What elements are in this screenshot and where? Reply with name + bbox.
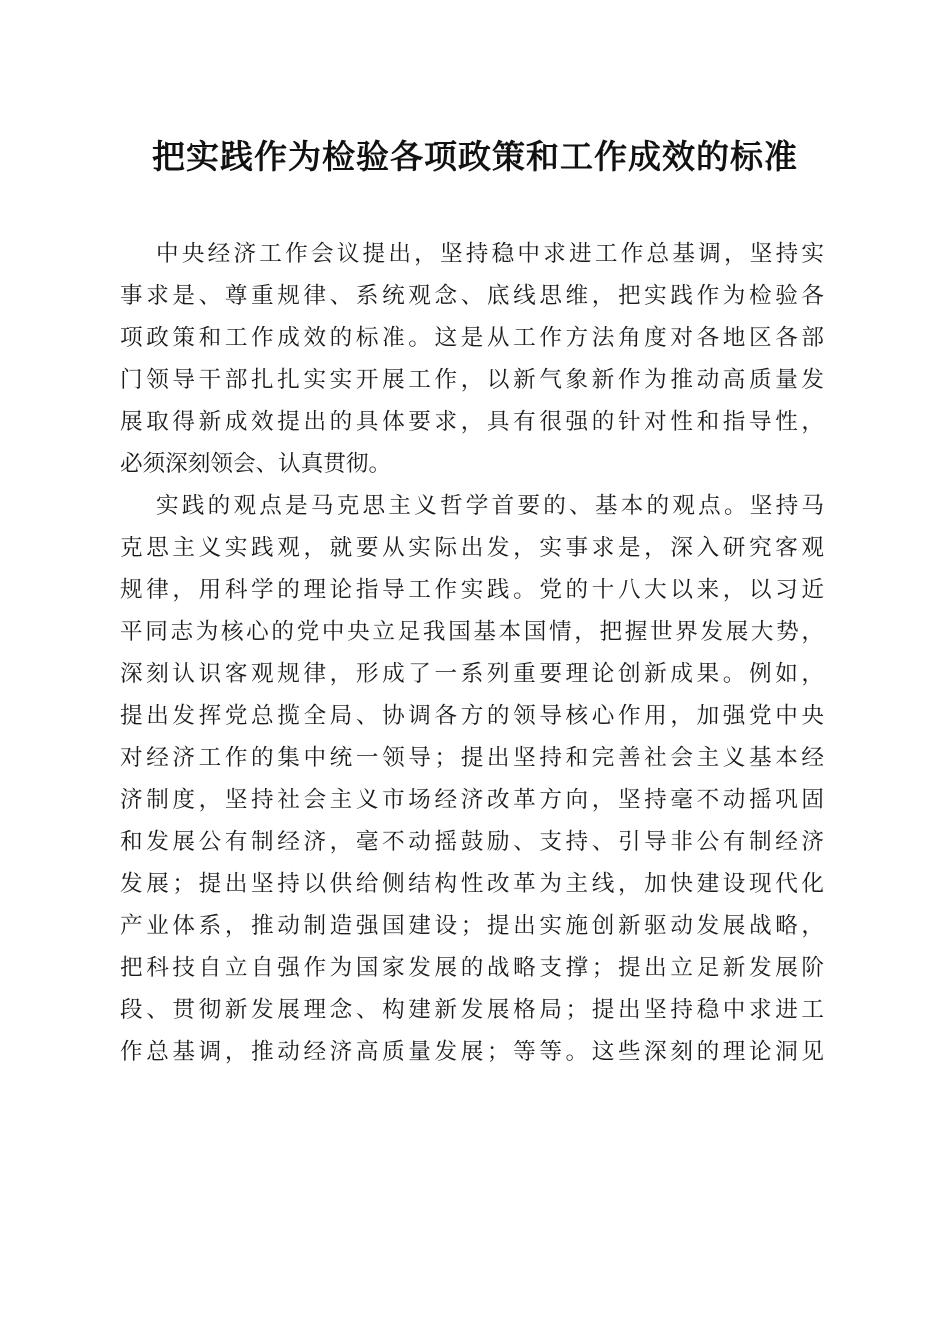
paragraph-1-line-1: 中央经济工作会议提出，坚持稳中求进工作总基调，坚持实 [156,241,824,267]
document-body [120,233,824,1073]
paragraph-1-line-4: 门领导干部扎扎实实开展工作，以新气象新作为推动高质量发 [120,367,824,393]
paragraph-2-line-7: 对经济工作的集中统一领导；提出坚持和完善社会主义基本经 [120,745,824,771]
paragraph-1-line-6: 必须深刻领会、认真贯彻。 [120,451,392,477]
paragraph-2-line-14: 作总基调，推动经济高质量发展；等等。这些深刻的理论洞见 [120,1039,824,1065]
paragraph-2-line-12: 把科技自立自强作为国家发展的战略支撑；提出立足新发展阶 [120,955,824,981]
paragraph-1-line-2: 事求是、尊重规律、系统观念、底线思维，把实践作为检验各 [120,283,824,309]
paragraph-2-line-11: 产业体系，推动制造强国建设；提出实施创新驱动发展战略， [120,913,824,939]
paragraph-2-line-10: 发展；提出坚持以供给侧结构性改革为主线，加快建设现代化 [120,871,824,897]
paragraph-2-line-4: 平同志为核心的党中央立足我国基本国情，把握世界发展大势， [120,619,824,645]
paragraph-2-line-3: 规律，用科学的理论指导工作实践。党的十八大以来，以习近 [120,577,824,603]
paragraph-2-line-8: 济制度，坚持社会主义市场经济改革方向，坚持毫不动摇巩固 [120,787,824,813]
paragraph-2-line-13: 段、贯彻新发展理念、构建新发展格局；提出坚持稳中求进工 [120,997,824,1023]
paragraph-2-line-9: 和发展公有制经济，毫不动摇鼓励、支持、引导非公有制经济 [120,829,824,855]
paragraph-2-line-2: 克思主义实践观，就要从实际出发，实事求是，深入研究客观 [120,535,824,561]
paragraph-2-line-5: 深刻认识客观规律，形成了一系列重要理论创新成果。例如， [120,661,824,687]
paragraph-1-line-5: 展取得新成效提出的具体要求，具有很强的针对性和指导性， [120,409,824,435]
document-title: 把实践作为检验各项政策和工作成效的标准 [152,137,798,176]
paragraph-1-line-3: 项政策和工作成效的标准。这是从工作方法角度对各地区各部 [120,325,824,351]
paragraph-2-line-6: 提出发挥党总揽全局、协调各方的领导核心作用，加强党中央 [120,703,824,729]
paragraph-2-line-1: 实践的观点是马克思主义哲学首要的、基本的观点。坚持马 [156,493,824,519]
